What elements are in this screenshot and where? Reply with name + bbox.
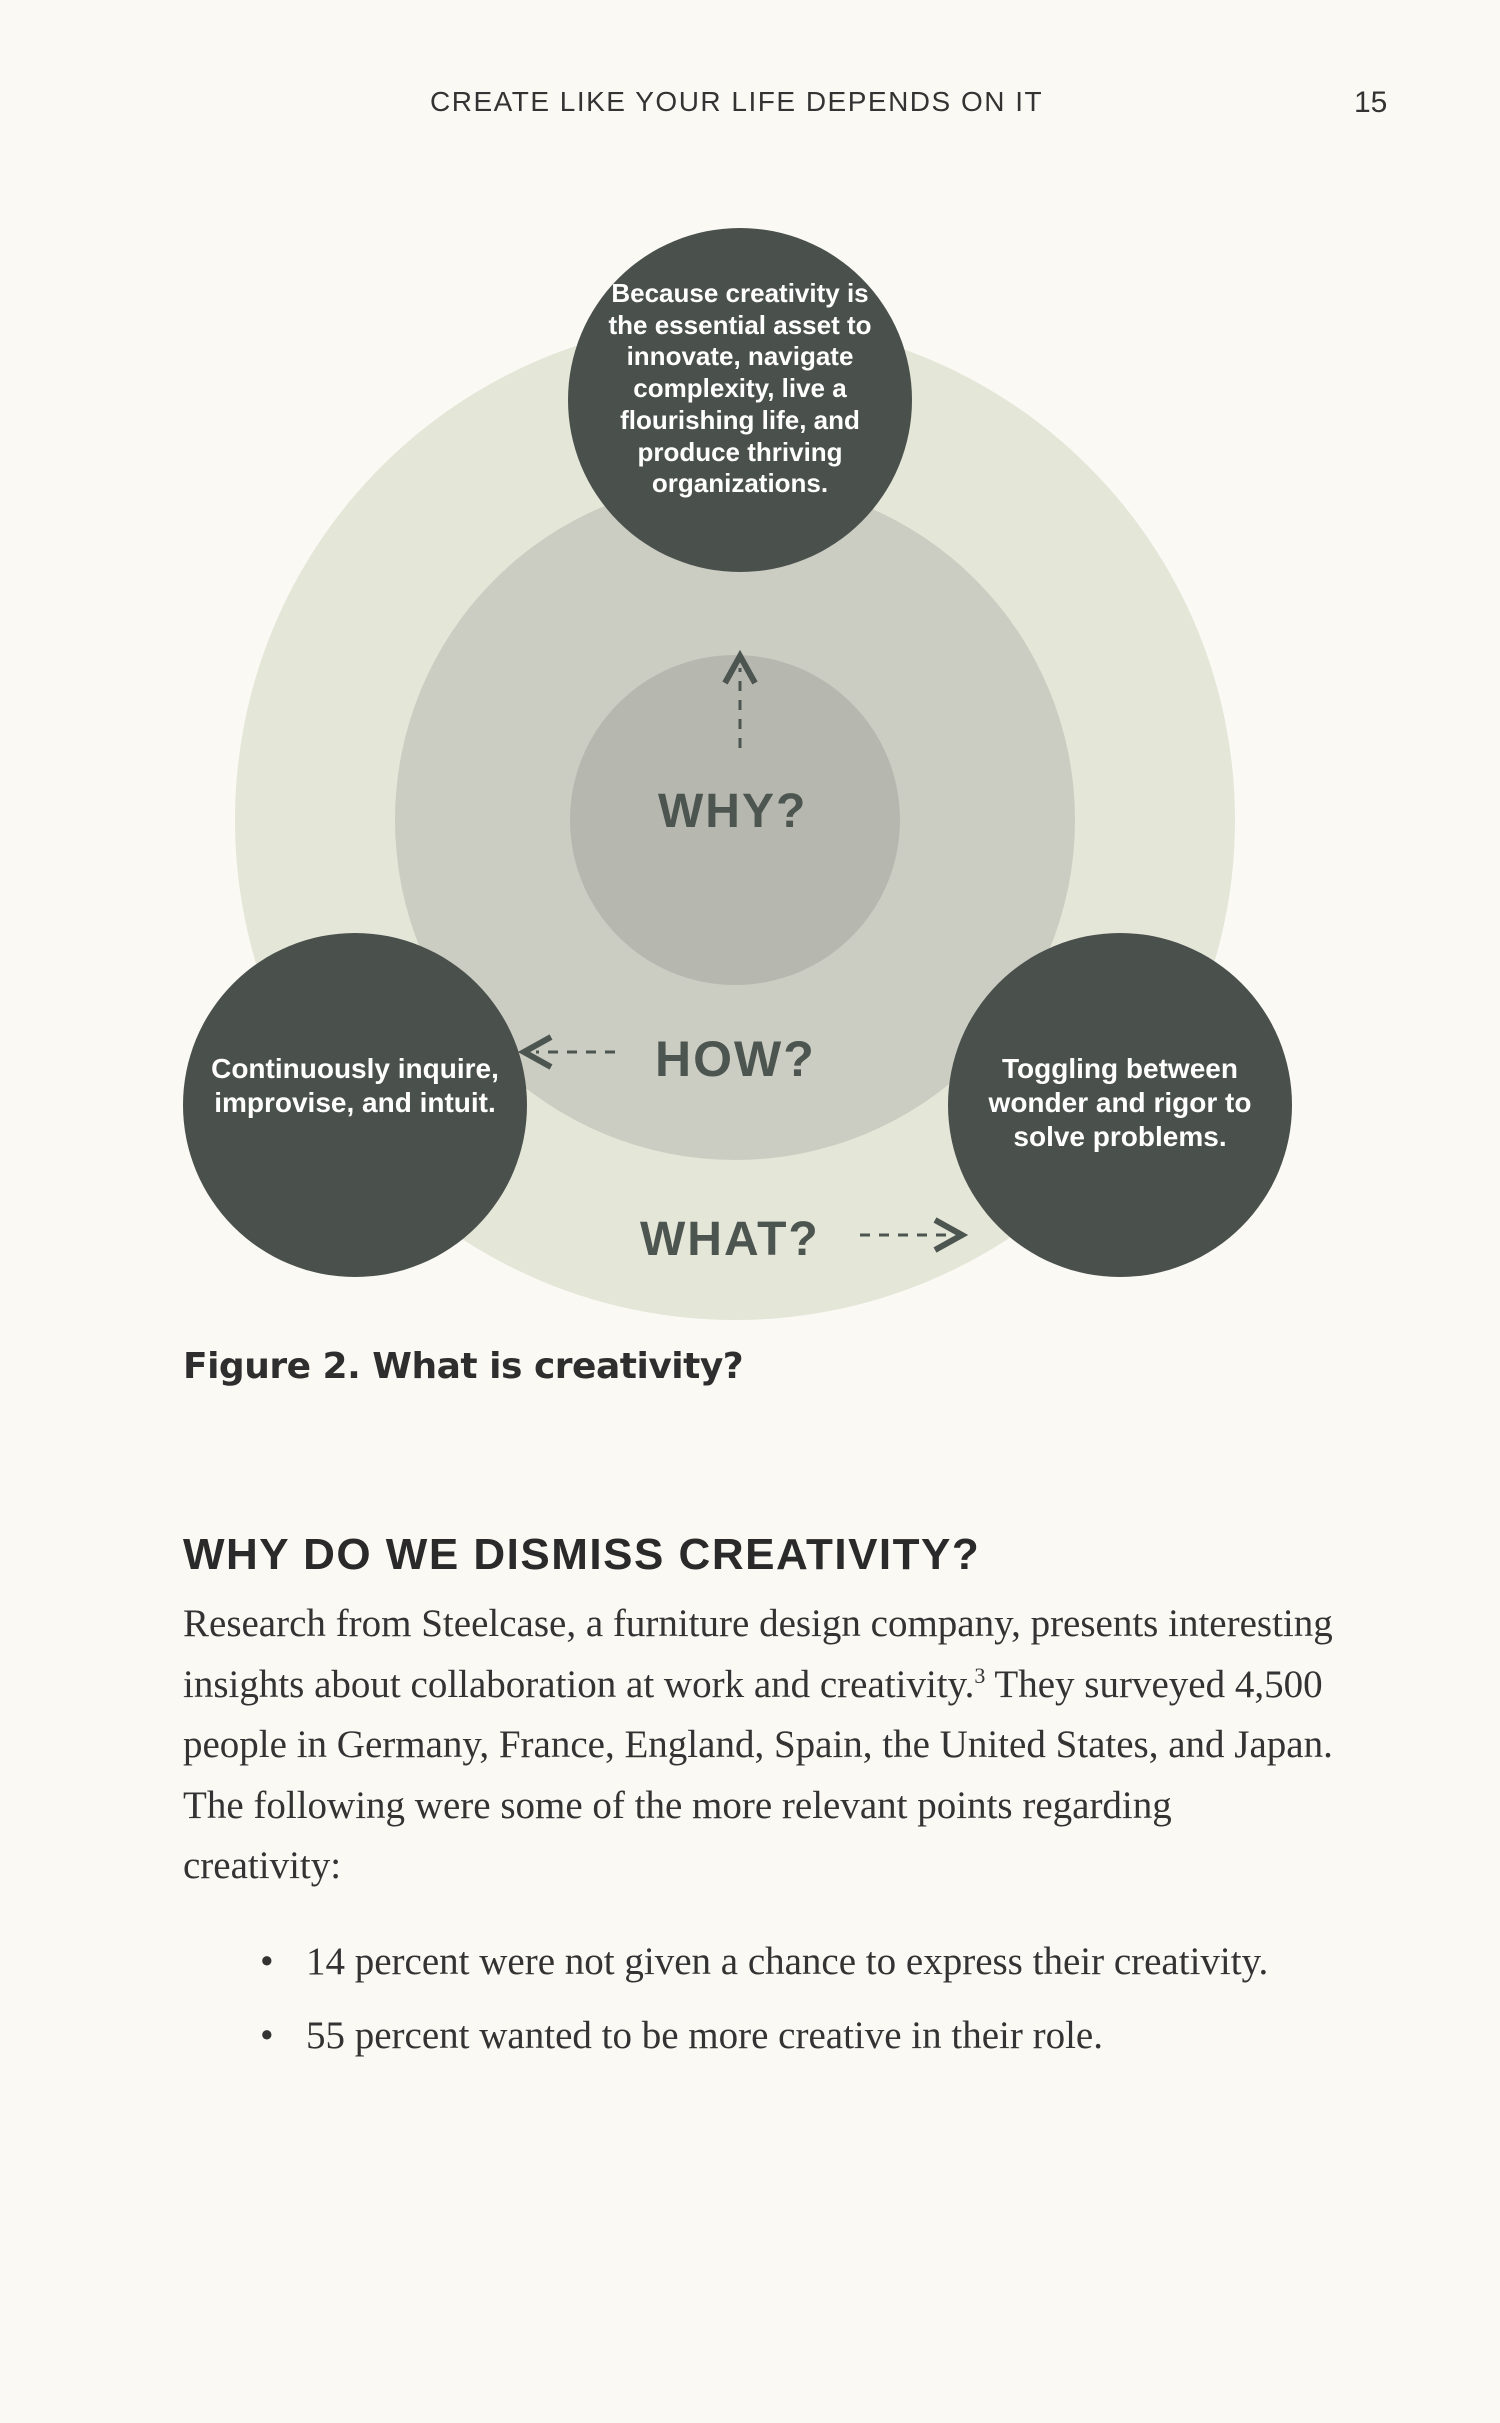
running-title: CREATE LIKE YOUR LIFE DEPENDS ON IT: [430, 86, 1044, 117]
bullet-list: [260, 1932, 1310, 2080]
what-bubble-text: Toggling between wonder and rigor to solve problems.: [988, 1053, 1252, 1153]
paragraph-main: Research from Steelcase, a furniture design company, presents interesting insights about collaboration at work and creativity.: [183, 1602, 1333, 1706]
page-number: 15: [1354, 86, 1388, 119]
list-item-text: 14 percent were not given a chance to express their creativity.: [306, 1940, 1269, 1983]
list-item: [260, 1932, 1310, 1992]
bullet-icon: •: [260, 1940, 274, 1983]
body-paragraph: [183, 1594, 1333, 1897]
footnote-reference[interactable]: 3: [974, 1662, 986, 1688]
how-bubble-text: Continuously inquire, improvise, and intuit.: [211, 1053, 499, 1119]
paragraph-rest: They surveyed 4,500 people in Germany, France, England, Spain, the United States, and Japan. The following were some of the more relevant points regarding creativity:: [183, 1662, 1333, 1887]
how-label: HOW?: [655, 1031, 816, 1087]
list-item: [260, 2006, 1310, 2066]
why-label: WHY?: [658, 785, 808, 838]
what-label: WHAT?: [640, 1213, 820, 1266]
why-bubble-text: Because creativity is the essential asset to innovate, navigate complexity, live a flourishing life, and produce thriving organizations.: [608, 278, 872, 499]
bullet-icon: •: [260, 2014, 274, 2057]
section-heading: WHY DO WE DISMISS CREATIVITY?: [183, 1530, 981, 1579]
figure-caption: Figure 2. What is creativity?: [183, 1346, 744, 1387]
list-item-text: 55 percent wanted to be more creative in their role.: [306, 2014, 1103, 2057]
